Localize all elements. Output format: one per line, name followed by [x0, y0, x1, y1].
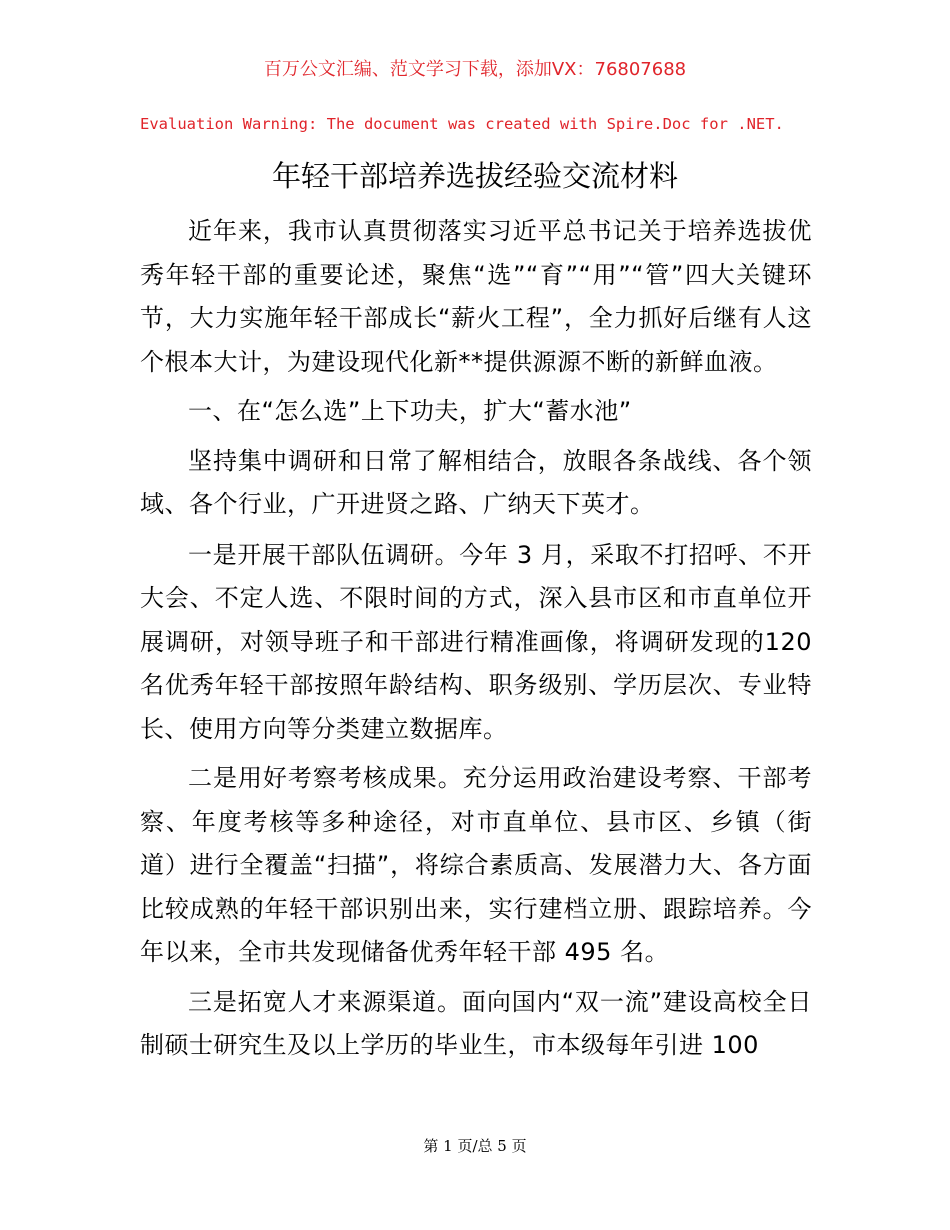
header-banner: 百万公文汇编、范文学习下载，添加VX：76807688 — [263, 59, 687, 80]
document-body — [140, 210, 812, 1068]
section-heading-one: 一、在“怎么选”上下功夫，扩大“蓄水池” — [188, 397, 632, 425]
paragraph-lead: 坚持集中调研和日常了解相结合，放眼各条战线、各个领域、各个行业，广开进贤之路、广纳天下英才。 — [140, 446, 812, 518]
paragraph-point-three: 三是拓宽人才来源渠道。面向国内“双一流”建设高校全日制硕士研究生及以上学历的毕业生，市本级每年引进 100 — [140, 987, 812, 1059]
document-title: 年轻干部培养选拔经验交流材料 — [271, 159, 678, 193]
paragraph-point-one: 一是开展干部队伍调研。今年 3 月，采取不打招呼、不开大会、不定人选、不限时间的方式，深入县市区和市直单位开展调研，对领导班子和干部进行精准画像，将调研发现的120 名优秀年轻干部按照年龄结构、职务级别、学历层次、专业特长、使用方向等分类建立数据库。 — [140, 540, 812, 743]
evaluation-warning: Evaluation Warning: The document was created with Spire.Doc for .NET. — [140, 115, 784, 133]
paragraph-intro: 近年来，我市认真贯彻落实习近平总书记关于培养选拔优秀年轻干部的重要论述，聚焦“选”“育”“用”“管”四大关键环节，大力实施年轻干部成长“薪火工程”，全力抓好后继有人这个根本大计，为建设现代化新**提供源源不断的新鲜血液。 — [140, 217, 812, 376]
page-number-footer: 第 1 页/总 5 页 — [423, 1137, 527, 1155]
paragraph-point-two: 二是用好考察考核成果。充分运用政治建设考察、干部考察、年度考核等多种途径，对市直单位、县市区、乡镇（街道）进行全覆盖“扫描”，将综合素质高、发展潜力大、各方面比较成熟的年轻干部识别出来，实行建档立册、跟踪培养。今年以来，全市共发现储备优秀年轻干部 495 名。 — [140, 764, 812, 966]
